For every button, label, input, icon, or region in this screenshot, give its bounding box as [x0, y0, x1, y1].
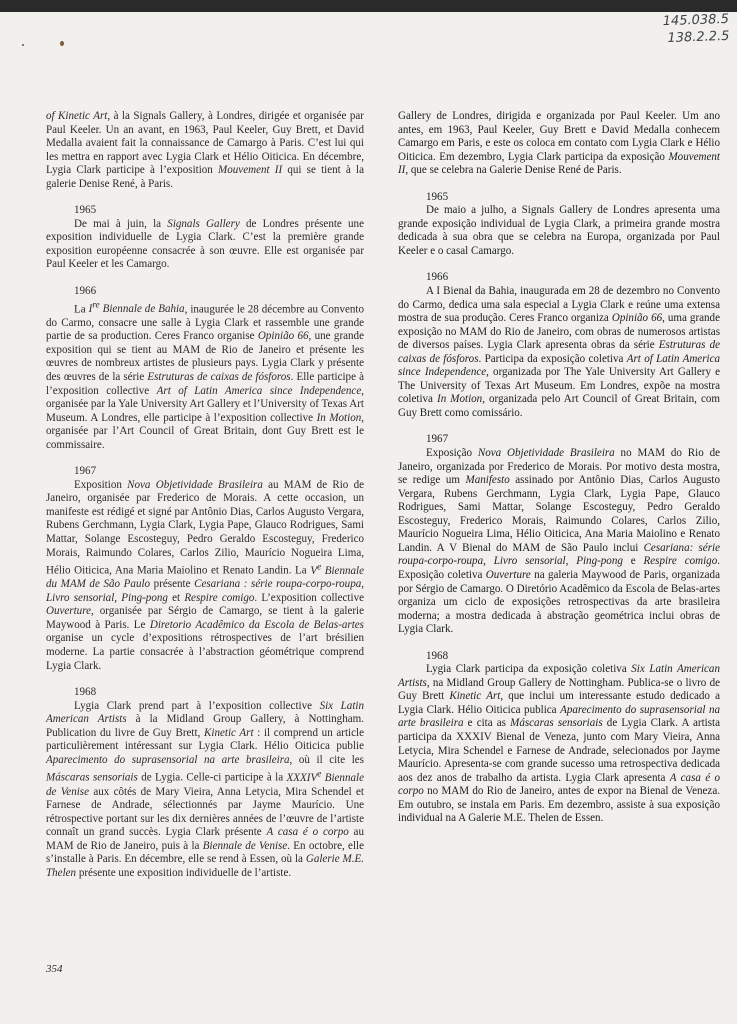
entry-paragraph: Exposition Nova Objetividade Brasileira au MAM de Rio de Janeiro, organisée par Frederico de Morais. A cette occasion, un manifeste est rédigé et signé par Antônio Dias, Carlos Augusto Vergara, Rubens Gerchmann, Lygia Clark, Lygia Pape, Glauco Rodrigues, Sami Mattar, Solange Escosteguy, Pedro Geraldo Escosteguy, Frederico Morais, Raimundo Colares, Carlos Zilio, Maurício Nogueira Lima, Hélio Oiticica, Ana Maria Maiolino et Renato Landin. La Ve Biennale du MAM de São Paulo présente Cesariana : série roupa-corpo-roupa, Livro sensorial, Ping-pong et Respire comigo. L’exposition collective Ouverture, organisée par Sérgio de Camargo, se tient à la galerie Maywood à Paris. Le Diretorio Acadêmico da Escola de Belas-artes organise un cycle d’expositions rétrospectives de l’art brésilien moderne. La partie consacrée à l’abstraction géométrique comprend Lygia Clark. — [46, 478, 365, 672]
year-heading: 1965 — [426, 190, 449, 203]
page-number: 354 — [46, 963, 63, 975]
year-heading: 1967 — [426, 433, 449, 446]
french-entry-1965 — [46, 204, 364, 272]
french-entry-1966 — [46, 285, 364, 452]
handwritten-archive-number — [662, 11, 729, 47]
entry-paragraph: of Kinetic Art, à la Signals Gallery, à Londres, dirigée et organisée par Paul Keeler. Un an avant, en 1963, Paul Keeler, Guy Brett, et David Medalla avaient fait la connaissance de Camargo à Paris. C’est lui qui les mettra en rapport avec Lygia Clark et Hélio Oiticica. En décembre, Lygia Clark participe à l’exposition Mouvement II qui se tient à la galerie Denise René, à Paris. — [46, 110, 364, 190]
year-heading: 1966 — [426, 271, 449, 284]
french-column — [46, 110, 364, 893]
year-heading: 1968 — [426, 649, 449, 662]
french-entry-continued — [46, 110, 364, 191]
year-heading: 1966 — [74, 285, 97, 298]
french-entry-1968 — [46, 686, 364, 880]
archive-number-line-1: 145.038.5 — [662, 11, 729, 30]
scan-top-edge — [0, 0, 737, 12]
archive-number-line-2: 138.2.2.5 — [667, 28, 730, 47]
portuguese-entry-1968 — [398, 650, 720, 826]
entry-paragraph: De mai à juin, la Signals Gallery de Londres présente une exposition individuelle de Lygia Clark. C’est la première grande exposition européenne consacrée à son œuvre. Elle est organisée par Paul Keeler et les Camargo. — [46, 217, 364, 271]
year-heading: 1965 — [74, 204, 97, 217]
entry-paragraph: Lygia Clark prend part à l’exposition collective Six Latin American Artists à la Midland Group Gallery, à Nottingham. Publication du livre de Guy Brett, Kinetic Art : il comprend un article particulièrement intéressant sur Lygia Clark. Hélio Oiticica publie Aparecimento do suprasensorial na arte brasileira, où il cite les Máscaras sensoriais de Lygia. Celle-ci participe à la XXXIVe Biennale de Venise aux côtés de Mary Vieira, Anna Letycia, Mira Schendel et Farnese de Andrade, sélectionnés par Jayme Maurício. Une rétrospective portant sur les dix dernières années de l’œuvre de l’artiste connaît un grand succès. Lygia Clark présente A casa é o corpo au MAM de Rio de Janeiro, puis à la Biennale de Venise. En octobre, elle s’installe à Paris. En décembre, elle se rend à Essen, où la Galerie M.E. Thelen présente une exposition individuelle de l’artiste. — [46, 699, 364, 879]
portuguese-entry-1967 — [398, 433, 720, 636]
year-heading: 1967 — [74, 465, 97, 478]
entry-paragraph: De maio a julho, a Signals Gallery de Londres apresenta uma grande exposição individual de Lygia Clark, a primeira grande mostra dedicada à sua obra que se celebra na Europa, organizada por Paul Keeler e o casal Camargo. — [398, 204, 720, 257]
paper-spot — [22, 44, 24, 46]
portuguese-column — [398, 110, 720, 839]
year-heading: 1968 — [74, 686, 97, 699]
portuguese-entry-1965 — [398, 191, 720, 259]
portuguese-entry-continued — [398, 110, 720, 178]
entry-paragraph: Gallery de Londres, dirigida e organizada por Paul Keeler. Um ano antes, em 1963, Paul Keeler, Guy Brett e David Medalla conhecem Camargo em Paris, e este os coloca em contato com Lygia Clark e Hélio Oiticica. Em dezembro, Lygia Clark participa da exposição Mouvement II, que se celebra na Galerie Denise René de Paris. — [398, 110, 720, 177]
entry-paragraph: La Ire Biennale de Bahia, inaugurée le 28 décembre au Convento do Carmo, consacre une salle à Lygia Clark et rassemble une grande partie de sa production. Ceres Franco organise Opinião 66, une grande exposition qui se tient au MAM de Rio de Janeiro et présente les œuvres de nombreux artistes de plusieurs pays. Lygia Clark y présente des œuvres de la série Estruturas de caixas de fósforos. Elle participe à l’exposition collective Art of Latin America since Independence, organisée par la Yale University Art Gallery et l’University of Texas Art Museum. A Londres, elle participe à l’exposition collective In Motion, organisée par l’Art Council of Great Britain, dont Guy Brett est le commissaire. — [46, 299, 365, 451]
entry-paragraph: A I Bienal da Bahia, inaugurada em 28 de dezembro no Convento do Carmo, dedica uma sala especial a Lygia Clark e reúne uma extensa mostra de sua produção. Ceres Franco organiza Opinião 66, uma grande exposição no MAM do Rio de Janeiro, com obras de numerosos artistas de diversos países. Lygia Clark apresenta obras da série Estruturas de caixas de fósforos. Participa da exposição coletiva Art of Latin America since Independence, organizada por The Yale University Art Gallery e The University of Texas Art Museum. Em Londres, expõe na mostra coletiva In Motion, organizada pelo Art Council of Great Britain, com Guy Brett como comissário. — [398, 285, 721, 419]
entry-paragraph: Exposição Nova Objetividade Brasileira no MAM do Rio de Janeiro, organizada por Frederico de Morais. Por motivo desta mostra, se redige um Manifesto assinado por Antônio Dias, Carlos Augusto Vergara, Rubens Gerchmann, Lygia Clark, Lygia Pape, Glauco Rodrigues, Sami Mattar, Solange Escosteguy, Pedro Geraldo Escosteguy, Frederico Morais, Raimundo Colares, Carlos Zilio, Maurício Nogueira Lima, Hélio Oiticica, Ana Maria Maiolino e Renato Landin. A V Bienal do MAM de São Paulo inclui Cesariana: série roupa-corpo-roupa, Livro sensorial, Ping-pong e Respire comigo. Exposição coletiva Ouverture na galeria Maywood de Paris, organizada por Sérgio de Camargo. O Diretório Acadêmico da Escola de Belas-artes organiza um ciclo de exposições retrospectivas da arte brasileira moderna; a mostra dedicada à abstração geométrica inclui obras de Lygia Clark. — [398, 447, 721, 636]
french-entry-1967 — [46, 465, 364, 673]
portuguese-entry-1966 — [398, 271, 720, 420]
paper-spot — [60, 41, 64, 46]
entry-paragraph: Lygia Clark participa da exposição coletiva Six Latin American Artists, na Midland Group Gallery de Nottingham. Publica-se o livro de Guy Brett Kinetic Art, que inclui um interessante estudo dedicado a Lygia Clark. Hélio Oiticica publica Aparecimento do suprasensorial na arte brasileira e cita as Máscaras sensoriais de Lygia Clark. A artista participa da XXXIV Bienal de Veneza, junto com Mary Vieira, Anna Letycia, Mira Schendel e Farnese de Andrade, selecionados por Jayme Maurício. Apresenta-se com grande sucesso uma retrospectiva dedicada aos dez anos de trabalho da artista. Lygia Clark apresenta A casa é o corpo no MAM do Rio de Janeiro, antes de expor na Bienal de Veneza. Em outubro, se instala em Paris. Em dezembro, assiste à sua exposição individual na A Galerie M.E. Thelen de Essen. — [398, 663, 720, 825]
